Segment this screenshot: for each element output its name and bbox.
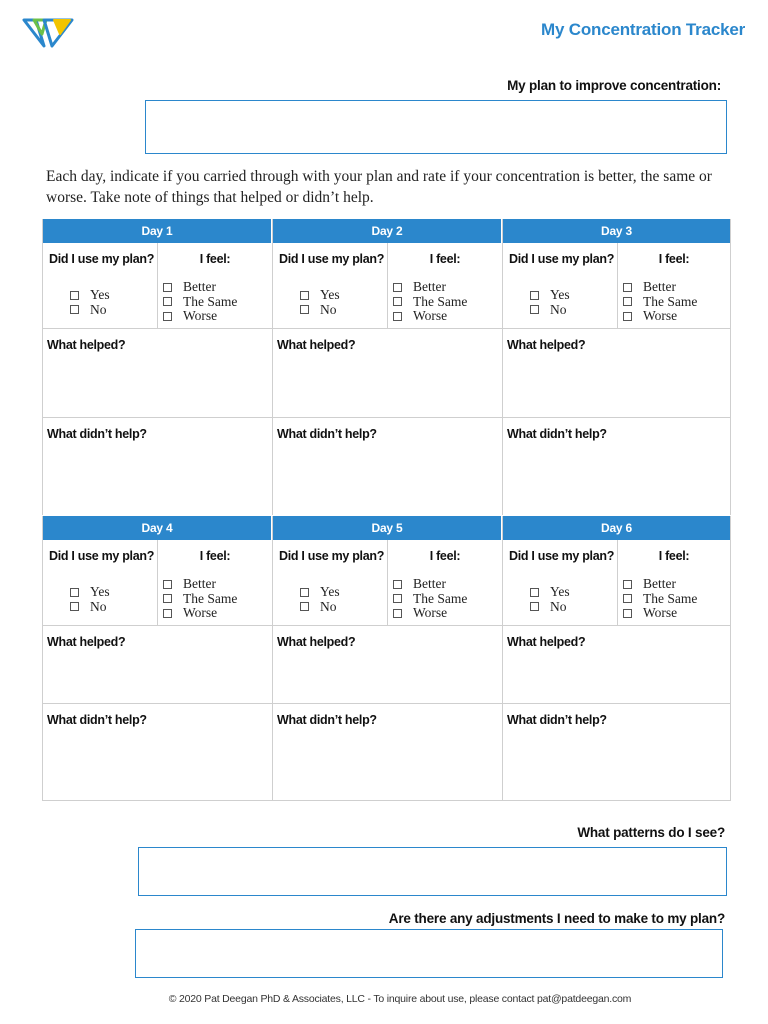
day-checklist bbox=[273, 243, 502, 329]
plan-used-column bbox=[503, 540, 618, 625]
what-helped-field[interactable] bbox=[503, 329, 730, 418]
option-same[interactable] bbox=[163, 592, 237, 607]
what-didnt-help-label: What didn’t help? bbox=[47, 713, 147, 727]
feel-options bbox=[163, 280, 237, 324]
option-better[interactable] bbox=[623, 280, 697, 295]
day-checklist bbox=[503, 540, 730, 626]
option-label: Better bbox=[643, 576, 676, 591]
plan-input[interactable] bbox=[145, 100, 727, 154]
what-helped-label: What helped? bbox=[277, 635, 356, 649]
option-label: Worse bbox=[413, 308, 448, 323]
checkbox[interactable] bbox=[300, 305, 309, 314]
option-label: The Same bbox=[183, 590, 238, 606]
option-no[interactable] bbox=[530, 600, 570, 615]
what-didnt-help-label: What didn’t help? bbox=[277, 713, 377, 727]
checkbox[interactable] bbox=[393, 312, 402, 321]
what-didnt-help-field[interactable] bbox=[273, 704, 502, 800]
feel-column bbox=[388, 540, 502, 625]
checkbox[interactable] bbox=[393, 580, 402, 589]
option-better[interactable] bbox=[393, 280, 467, 295]
footer-copyright: © 2020 Pat Deegan PhD & Associates, LLC - To inquire about use, please contact pat@patdeegan.com bbox=[168, 993, 632, 1005]
option-label: The Same bbox=[643, 293, 698, 309]
plan-question: Did I use my plan? bbox=[279, 549, 385, 563]
option-no[interactable] bbox=[70, 303, 110, 318]
option-yes[interactable] bbox=[530, 288, 570, 303]
checkbox[interactable] bbox=[163, 297, 172, 306]
checkbox[interactable] bbox=[393, 283, 402, 292]
checkbox[interactable] bbox=[70, 291, 79, 300]
plan-used-column bbox=[43, 540, 158, 625]
what-didnt-help-label: What didn’t help? bbox=[507, 427, 607, 441]
option-worse[interactable] bbox=[163, 606, 237, 621]
option-no[interactable] bbox=[300, 303, 340, 318]
day-header: Day 3 bbox=[503, 219, 730, 243]
plan-options bbox=[300, 585, 340, 614]
day-header: Day 1 bbox=[43, 219, 272, 243]
what-didnt-help-field[interactable] bbox=[503, 418, 730, 515]
option-label: Better bbox=[183, 576, 216, 591]
what-didnt-help-field[interactable] bbox=[43, 418, 272, 515]
option-same[interactable] bbox=[623, 295, 697, 310]
day-checklist bbox=[503, 243, 730, 329]
option-label: Better bbox=[183, 279, 216, 294]
what-didnt-help-field[interactable] bbox=[43, 704, 272, 800]
option-label: The Same bbox=[183, 293, 238, 309]
checkbox[interactable] bbox=[623, 580, 632, 589]
option-same[interactable] bbox=[623, 592, 697, 607]
checkbox[interactable] bbox=[393, 297, 402, 306]
feel-column bbox=[158, 243, 272, 328]
what-helped-field[interactable] bbox=[43, 626, 272, 704]
option-better[interactable] bbox=[393, 577, 467, 592]
page-title: My Concentration Tracker bbox=[541, 20, 745, 39]
checkbox[interactable] bbox=[530, 588, 539, 597]
what-helped-label: What helped? bbox=[507, 635, 586, 649]
day-header: Day 6 bbox=[503, 516, 730, 540]
patterns-input[interactable] bbox=[138, 847, 727, 896]
feel-options bbox=[163, 577, 237, 621]
feel-question: I feel: bbox=[429, 549, 461, 563]
option-yes[interactable] bbox=[70, 585, 110, 600]
feel-column bbox=[388, 243, 502, 328]
option-worse[interactable] bbox=[623, 606, 697, 621]
checkbox[interactable] bbox=[70, 602, 79, 611]
what-helped-label: What helped? bbox=[47, 635, 126, 649]
checkbox[interactable] bbox=[393, 594, 402, 603]
option-label: Better bbox=[413, 576, 446, 591]
days-grid-week-part-2 bbox=[42, 516, 731, 801]
option-label: No bbox=[90, 301, 107, 317]
option-label: No bbox=[550, 598, 567, 614]
feel-question: I feel: bbox=[199, 549, 231, 563]
w-logo-icon bbox=[22, 16, 74, 50]
plan-label: My plan to improve concentration: bbox=[507, 78, 721, 93]
checkbox[interactable] bbox=[70, 305, 79, 314]
day-card bbox=[503, 219, 731, 515]
day-card bbox=[43, 219, 273, 515]
plan-question: Did I use my plan? bbox=[49, 549, 155, 563]
plan-options bbox=[530, 585, 570, 614]
option-no[interactable] bbox=[530, 303, 570, 318]
checkbox[interactable] bbox=[623, 283, 632, 292]
option-same[interactable] bbox=[393, 295, 467, 310]
feel-column bbox=[618, 540, 730, 625]
option-label: Yes bbox=[320, 584, 340, 599]
day-header: Day 2 bbox=[273, 219, 502, 243]
option-label: Worse bbox=[413, 605, 448, 620]
feel-column bbox=[158, 540, 272, 625]
checkbox[interactable] bbox=[163, 283, 172, 292]
what-didnt-help-label: What didn’t help? bbox=[47, 427, 147, 441]
option-yes[interactable] bbox=[300, 585, 340, 600]
option-yes[interactable] bbox=[530, 585, 570, 600]
option-same[interactable] bbox=[393, 592, 467, 607]
checkbox[interactable] bbox=[300, 291, 309, 300]
plan-used-column bbox=[43, 243, 158, 328]
plan-used-column bbox=[503, 243, 618, 328]
feel-options bbox=[623, 577, 697, 621]
instructions: Each day, indicate if you carried through with your plan and rate if your concentration is better, the same or worse. Take note of things that helped or didn’t help. bbox=[46, 168, 712, 206]
option-label: Yes bbox=[90, 287, 110, 302]
day-card bbox=[503, 516, 731, 800]
checkbox[interactable] bbox=[300, 602, 309, 611]
checkbox[interactable] bbox=[530, 291, 539, 300]
day-card bbox=[273, 219, 503, 515]
what-helped-label: What helped? bbox=[277, 338, 356, 352]
feel-question: I feel: bbox=[658, 549, 690, 563]
option-label: No bbox=[320, 301, 337, 317]
plan-question: Did I use my plan? bbox=[279, 252, 385, 266]
patterns-label: What patterns do I see? bbox=[577, 825, 725, 840]
checkbox[interactable] bbox=[163, 609, 172, 618]
checkbox[interactable] bbox=[163, 312, 172, 321]
option-no[interactable] bbox=[300, 600, 340, 615]
feel-options bbox=[393, 280, 467, 324]
what-didnt-help-field[interactable] bbox=[503, 704, 730, 800]
checkbox[interactable] bbox=[623, 297, 632, 306]
checkbox[interactable] bbox=[623, 312, 632, 321]
option-no[interactable] bbox=[70, 600, 110, 615]
option-label: The Same bbox=[413, 590, 468, 606]
option-label: Yes bbox=[550, 584, 570, 599]
day-checklist bbox=[43, 540, 272, 626]
what-helped-label: What helped? bbox=[507, 338, 586, 352]
option-label: Worse bbox=[643, 308, 678, 323]
day-header: Day 4 bbox=[43, 516, 272, 540]
option-worse[interactable] bbox=[163, 309, 237, 324]
option-worse[interactable] bbox=[393, 606, 467, 621]
plan-options bbox=[530, 288, 570, 317]
feel-question: I feel: bbox=[658, 252, 690, 266]
checkbox[interactable] bbox=[530, 305, 539, 314]
day-card bbox=[273, 516, 503, 800]
plan-question: Did I use my plan? bbox=[509, 549, 615, 563]
checkbox[interactable] bbox=[393, 609, 402, 618]
what-helped-field[interactable] bbox=[43, 329, 272, 418]
option-label: Yes bbox=[320, 287, 340, 302]
plan-options bbox=[70, 288, 110, 317]
option-yes[interactable] bbox=[300, 288, 340, 303]
option-label: Better bbox=[413, 279, 446, 294]
option-better[interactable] bbox=[163, 577, 237, 592]
day-checklist bbox=[43, 243, 272, 329]
option-worse[interactable] bbox=[393, 309, 467, 324]
checkbox[interactable] bbox=[163, 580, 172, 589]
feel-options bbox=[393, 577, 467, 621]
feel-column bbox=[618, 243, 730, 328]
option-label: No bbox=[320, 598, 337, 614]
feel-options bbox=[623, 280, 697, 324]
checkbox[interactable] bbox=[623, 609, 632, 618]
feel-question: I feel: bbox=[429, 252, 461, 266]
option-yes[interactable] bbox=[70, 288, 110, 303]
day-checklist bbox=[273, 540, 502, 626]
what-helped-label: What helped? bbox=[47, 338, 126, 352]
checkbox[interactable] bbox=[163, 594, 172, 603]
what-didnt-help-label: What didn’t help? bbox=[507, 713, 607, 727]
option-label: Better bbox=[643, 279, 676, 294]
what-didnt-help-label: What didn’t help? bbox=[277, 427, 377, 441]
option-label: Worse bbox=[643, 605, 678, 620]
checkbox[interactable] bbox=[300, 588, 309, 597]
option-better[interactable] bbox=[623, 577, 697, 592]
days-grid-week-part-1 bbox=[42, 219, 731, 515]
plan-options bbox=[300, 288, 340, 317]
plan-options bbox=[70, 585, 110, 614]
plan-used-column bbox=[273, 540, 388, 625]
what-helped-field[interactable] bbox=[503, 626, 730, 704]
option-label: Yes bbox=[90, 584, 110, 599]
day-header: Day 5 bbox=[273, 516, 502, 540]
option-worse[interactable] bbox=[623, 309, 697, 324]
day-card bbox=[43, 516, 273, 800]
what-helped-field[interactable] bbox=[273, 329, 502, 418]
option-label: The Same bbox=[413, 293, 468, 309]
what-didnt-help-field[interactable] bbox=[273, 418, 502, 515]
option-label: Yes bbox=[550, 287, 570, 302]
option-label: No bbox=[90, 598, 107, 614]
option-same[interactable] bbox=[163, 295, 237, 310]
checkbox[interactable] bbox=[623, 594, 632, 603]
option-label: Worse bbox=[183, 308, 218, 323]
adjustments-label: Are there any adjustments I need to make to my plan? bbox=[388, 911, 725, 926]
plan-question: Did I use my plan? bbox=[509, 252, 615, 266]
checkbox[interactable] bbox=[530, 602, 539, 611]
plan-used-column bbox=[273, 243, 388, 328]
option-label: Worse bbox=[183, 605, 218, 620]
checkbox[interactable] bbox=[70, 588, 79, 597]
option-label: No bbox=[550, 301, 567, 317]
plan-question: Did I use my plan? bbox=[49, 252, 155, 266]
adjustments-input[interactable] bbox=[135, 929, 723, 978]
what-helped-field[interactable] bbox=[273, 626, 502, 704]
option-label: The Same bbox=[643, 590, 698, 606]
option-better[interactable] bbox=[163, 280, 237, 295]
feel-question: I feel: bbox=[199, 252, 231, 266]
